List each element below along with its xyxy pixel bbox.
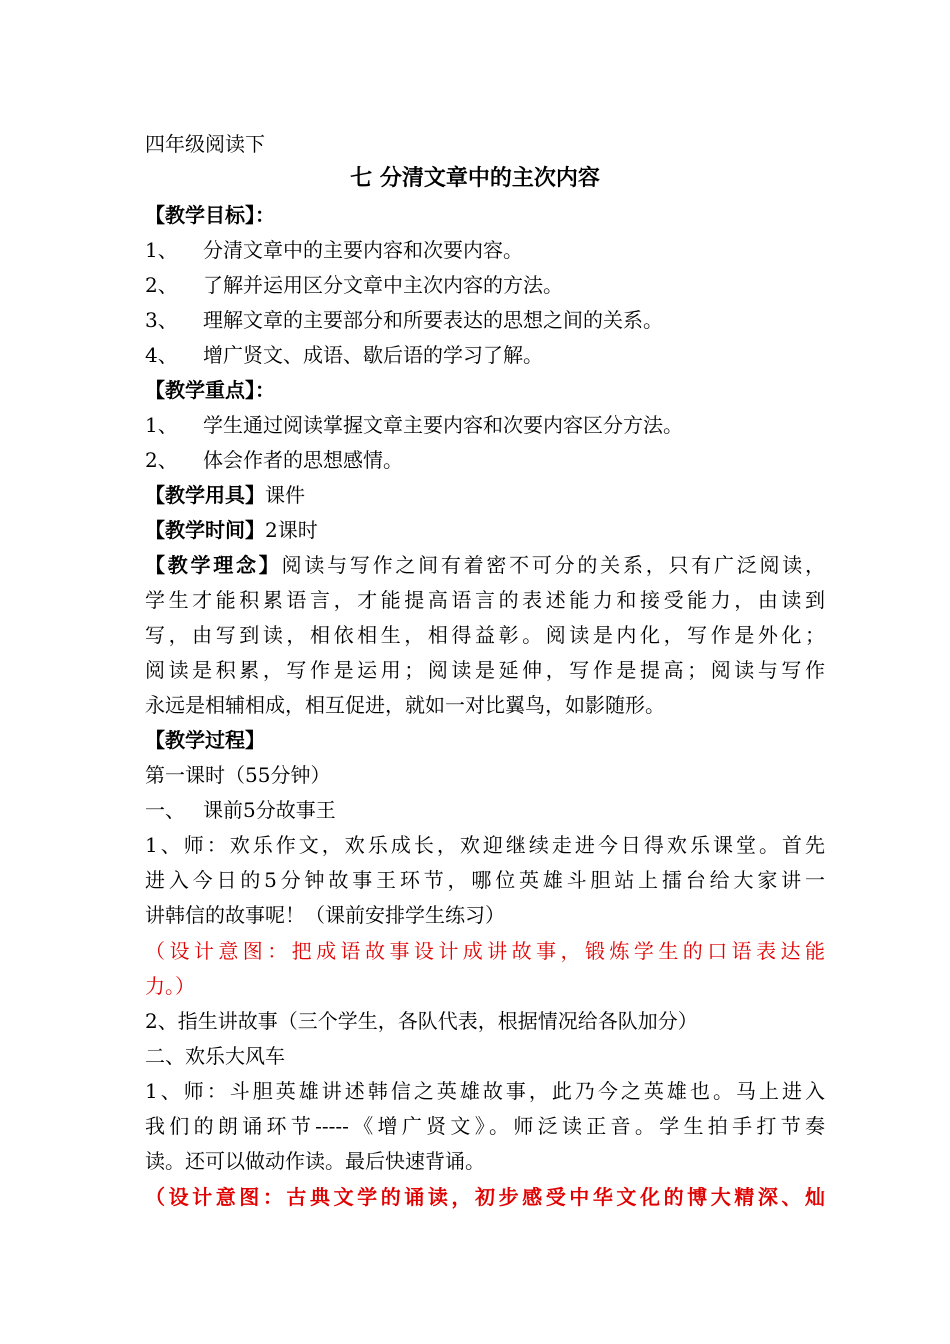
time-text: 2课时 [265, 518, 318, 542]
paragraph-line: 进入今日的5分钟故事王环节，哪位英雄斗胆站上擂台给大家讲一 [145, 868, 825, 892]
key-item [145, 445, 825, 475]
time-heading: 【教学时间】 [145, 518, 265, 542]
concept-heading: 【教学理念】 [145, 553, 282, 577]
goal-item-text: 增广贤文、成语、歇后语的学习了解。 [203, 343, 543, 367]
key-item-num: 2、 [145, 448, 178, 472]
goal-item [145, 340, 825, 370]
paragraph-line: 读。还可以做动作读。最后快速背诵。 [145, 1149, 485, 1173]
paragraph-line: 我们的朗诵环节-----《增广贤文》。师泛读正音。学生拍手打节奏 [145, 1114, 825, 1138]
concept-text: 阅读与写作之间有着密不可分的关系，只有广泛阅读， [281, 553, 825, 577]
concept-line: 学生才能积累语言，才能提高语言的表述能力和接受能力，由读到 [145, 588, 825, 612]
goal-item [145, 235, 825, 265]
goal-item-num: 2、 [145, 273, 178, 297]
goal-item-num: 1、 [145, 238, 178, 262]
paragraph-line: 讲韩信的故事呢！（课前安排学生练习） [145, 903, 505, 927]
design-intent-line: （设计意图：把成语故事设计成讲故事，锻炼学生的口语表达能 [145, 939, 825, 963]
part-one-heading [145, 795, 825, 825]
key-item-text: 体会作者的思想感情。 [203, 448, 403, 472]
concept-line: 阅读是积累，写作是运用；阅读是延伸，写作是提高；阅读与写作 [145, 658, 825, 682]
lesson-one-label: 第一课时（55分钟） [145, 763, 331, 787]
time-line [145, 515, 825, 545]
goal-item-text: 了解并运用区分文章中主次内容的方法。 [203, 273, 563, 297]
part-one-num: 一、 [145, 798, 185, 822]
process-heading: 【教学过程】 [145, 728, 265, 752]
goal-item-text: 理解文章的主要部分和所要表达的思想之间的关系。 [203, 308, 663, 332]
concept-line [145, 550, 825, 580]
goal-item-num: 3、 [145, 308, 178, 332]
concept-line: 永远是相辅相成，相互促进，就如一对比翼鸟，如影随形。 [145, 693, 665, 717]
key-item-num: 1、 [145, 413, 178, 437]
part-one-text: 课前5分故事王 [203, 798, 336, 822]
key-item-text: 学生通过阅读掌握文章主要内容和次要内容区分方法。 [203, 413, 683, 437]
paragraph-line: 1、师：欢乐作文，欢乐成长，欢迎继续走进今日得欢乐课堂。首先 [145, 833, 825, 857]
paragraph-line: 2、指生讲故事（三个学生，各队代表，根据情况给各队加分） [145, 1009, 698, 1033]
paragraph-line: 1、师：斗胆英雄讲述韩信之英雄故事，此乃今之英雄也。马上进入 [145, 1079, 825, 1103]
tools-line [145, 480, 825, 510]
goal-item [145, 305, 825, 335]
key-heading: 【教学重点】： [145, 378, 275, 402]
goal-item [145, 270, 825, 300]
design-intent-line: 力。） [145, 974, 195, 998]
tools-heading: 【教学用具】 [145, 483, 265, 507]
tools-text: 课件 [265, 483, 305, 507]
goal-item-num: 4、 [145, 343, 178, 367]
design-intent-line: （设计意图：古典文学的诵读，初步感受中华文化的博大精深、灿 [145, 1185, 825, 1209]
part-two-heading: 二、欢乐大风车 [145, 1044, 285, 1068]
grade-label: 四年级阅读下 [145, 132, 265, 156]
goal-item-text: 分清文章中的主要内容和次要内容。 [203, 238, 523, 262]
goals-heading: 【教学目标】： [145, 203, 275, 227]
concept-line: 写，由写到读，相依相生，相得益彰。阅读是内化，写作是外化； [145, 623, 825, 647]
lesson-title: 七 分清文章中的主次内容 [350, 165, 600, 191]
key-item [145, 410, 825, 440]
